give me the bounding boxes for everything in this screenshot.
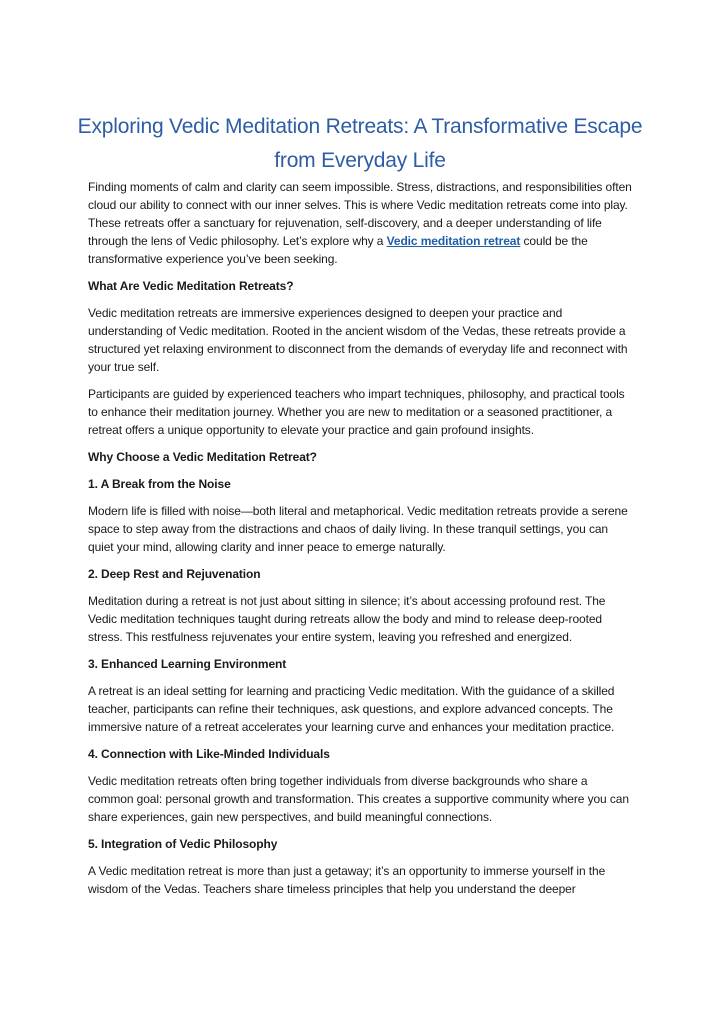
- paragraph-vedic-philosophy: A Vedic meditation retreat is more than just a getaway; it’s an opportunity to immerse yourself in the wisdom of the Vedas. Teachers share timeless principles that help you understand the deeper: [88, 864, 606, 896]
- subheading-deep-rest: 2. Deep Rest and Rejuvenation: [88, 567, 261, 581]
- section-heading-what: What Are Vedic Meditation Retreats?: [88, 279, 294, 293]
- what-paragraph-2: Participants are guided by experienced teachers who impart techniques, philosophy, and practical tools to enhance their meditation journey. Whether you are new to meditation or a seasoned practitioner, a retreat offers a unique opportunity to elevate your practice and gain profound insights.: [88, 387, 625, 437]
- paragraph-break-from-noise: Modern life is filled with noise—both literal and metaphorical. Vedic meditation retreats provide a serene space to step away from the distractions and chaos of daily living. In these tranquil settings, you can quiet your mind, allowing clarity and inner peace to emerge naturally.: [88, 504, 628, 554]
- paragraph-connection: Vedic meditation retreats often bring together individuals from diverse backgrounds who share a common goal: personal growth and transformation. This creates a supportive community where you can share experiences, gain new perspectives, and build meaningful connections.: [88, 774, 629, 824]
- intro-paragraph: [88, 178, 636, 268]
- paragraph-deep-rest: Meditation during a retreat is not just about sitting in silence; it’s about accessing profound rest. The Vedic meditation techniques taught during retreats allow the body and mind to release deep-rooted stress. This restfulness rejuvenates your entire system, leaving you refreshed and energized.: [88, 594, 606, 644]
- paragraph-learning-environment: A retreat is an ideal setting for learning and practicing Vedic meditation. With the guidance of a skilled teacher, participants can refine their techniques, ask questions, and explore advanced concepts. The immersive nature of a retreat accelerates your learning curve and enhances your meditation practice.: [88, 684, 615, 734]
- what-paragraph-1: Vedic meditation retreats are immersive experiences designed to deepen your practice and understanding of Vedic meditation. Rooted in the ancient wisdom of the Vedas, these retreats provide a structured yet relaxing environment to disconnect from the demands of everyday life and reconnect with your true self.: [88, 306, 628, 374]
- page-title: Exploring Vedic Meditation Retreats: A Transformative Escape from Everyday Life: [77, 115, 643, 172]
- intro-text-end: could be the transformative experience you’ve been seeking.: [88, 234, 588, 266]
- subheading-connection: 4. Connection with Like-Minded Individuals: [88, 747, 330, 761]
- intro-text: Finding moments of calm and clarity can seem impossible. Stress, distractions, and responsibilities often cloud our ability to connect with our inner selves. This is where Vedic meditation retreats come into play. These retreats offer a sanctuary for rejuvenation, self-discovery, and a deeper understanding of life through the lens of Vedic philosophy. Let’s explore why a: [88, 180, 632, 248]
- subheading-learning-environment: 3. Enhanced Learning Environment: [88, 657, 287, 671]
- subheading-break-from-noise: 1. A Break from the Noise: [88, 477, 231, 491]
- article-body: [88, 178, 636, 907]
- vedic-meditation-retreat-link[interactable]: Vedic meditation retreat: [386, 234, 521, 248]
- subheading-vedic-philosophy: 5. Integration of Vedic Philosophy: [88, 837, 278, 851]
- section-heading-why: Why Choose a Vedic Meditation Retreat?: [88, 450, 317, 464]
